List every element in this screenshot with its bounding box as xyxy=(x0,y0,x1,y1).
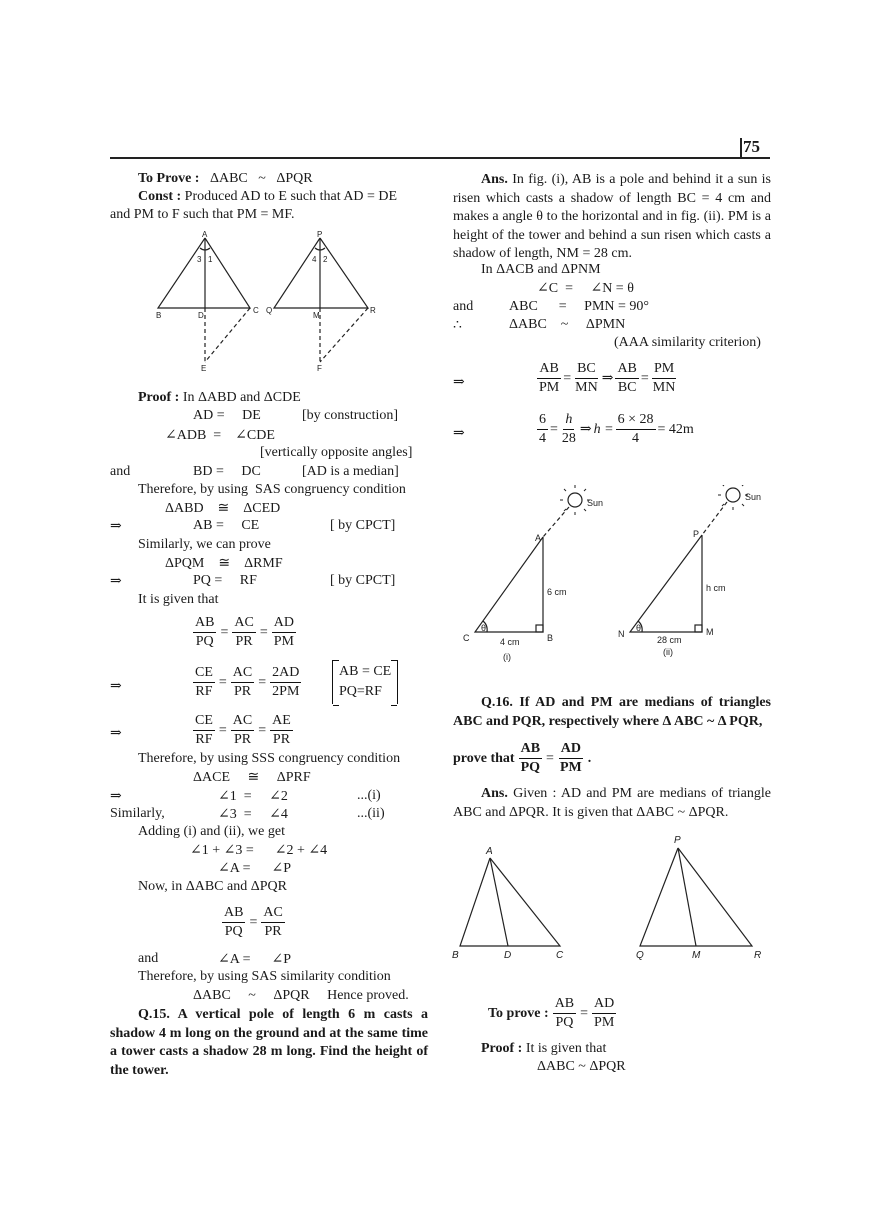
label-A-median: A xyxy=(486,846,493,857)
angle-3: 3 xyxy=(197,255,202,264)
label-A-pole: A xyxy=(535,533,542,543)
header-rule xyxy=(110,157,770,159)
to-prove-ratio: To prove : $\frac{AB}{PQ}$ = $\frac{AD}{PM}$ xyxy=(488,996,615,1030)
ans-line-2: ∠C = ∠N = θ xyxy=(537,281,634,296)
proof-line-9: ΔPQM ≅ ΔRMF xyxy=(165,556,283,571)
ratio-equation-5: $\frac{AB}{PM}$ = $\frac{BC}{MN}$ ⇒ $\frac{AB}{BC}$ = $\frac{PM}{MN}$ xyxy=(539,361,676,395)
ans-line-3-and: and xyxy=(453,299,474,314)
implies-3: ⇒ xyxy=(110,679,122,694)
page-number: 75 xyxy=(743,137,760,156)
label-P-tower: P xyxy=(693,529,700,539)
proof-intro: Proof : In ΔABD and ΔCDE xyxy=(138,390,301,405)
implies-4: ⇒ xyxy=(110,726,122,741)
shadow-length-label-2: 28 cm xyxy=(657,635,682,645)
label-R: R xyxy=(370,306,376,315)
to-prove-line: To Prove : ΔABC ~ ΔPQR xyxy=(138,171,313,186)
sun-label-1: Sun xyxy=(587,498,604,508)
construction-line-2: and PM to F such that PM = MF. xyxy=(110,207,295,222)
pole-height-label: 6 cm xyxy=(547,587,567,597)
proof-line-3: [vertically opposite angles] xyxy=(260,445,413,460)
label-C-median: C xyxy=(556,950,564,961)
proof-line-4-reason: [AD is a median] xyxy=(302,464,399,479)
proof-line-6: ΔABD ≅ ΔCED xyxy=(165,501,281,516)
proof-line-13: ΔACE ≅ ΔPRF xyxy=(193,770,311,785)
label-B-pole: B xyxy=(547,633,554,643)
proof-line-17: ∠1 + ∠3 = ∠2 + ∠4 xyxy=(190,843,328,858)
pole-tower-sun-figure xyxy=(455,485,770,665)
proof-line-2: ∠ADB = ∠CDE xyxy=(165,428,275,443)
proof-line-1: AD = DE xyxy=(193,408,261,423)
ratio-equation-1: $\frac{AB}{PQ}$ = $\frac{AC}{PR}$ = $\frac{AD}{PM}$ xyxy=(195,615,294,649)
proof-line-19: Now, in ΔABC and ΔPQR xyxy=(138,879,287,894)
label-Q: Q xyxy=(266,306,273,315)
label-M-median: M xyxy=(692,950,701,961)
implies-1: ⇒ xyxy=(110,519,122,534)
label-C: C xyxy=(253,306,259,315)
label-F: F xyxy=(317,364,322,373)
label-M: M xyxy=(313,311,320,320)
height-equation: $\frac{6}{4}$ = $\frac{h}{28}$ ⇒ h = $\frac{6 \times 28}{4}$ = 42m xyxy=(539,412,694,446)
label-B-median: B xyxy=(452,950,459,961)
proof-line-15: ∠3 = ∠4 xyxy=(218,807,288,822)
theta-label-2: θ xyxy=(636,623,642,633)
proof-line-8: Similarly, we can prove xyxy=(138,537,271,552)
proof-line-22: ΔABC ~ ΔPQR Hence proved. xyxy=(193,988,409,1003)
ans-line-3: ABC = PMN = 90° xyxy=(509,299,650,314)
therefore-symbol: ∴ xyxy=(453,318,462,333)
eq-ref-ii: ...(ii) xyxy=(357,806,385,821)
label-M-tower: M xyxy=(706,627,714,637)
ans-line-4: ΔABC ~ ΔPMN xyxy=(509,317,626,332)
label-D: D xyxy=(198,311,204,320)
shadow-length-label-1: 4 cm xyxy=(500,637,520,647)
figure-ii-label: (ii) xyxy=(663,647,673,657)
proof-16-intro: Proof : It is given that xyxy=(481,1041,607,1056)
answer-15: Ans. In fig. (i), AB is a pole and behind it a sun is risen which casts a shadow of length BC = 4 cm and makes a angle θ to the horizontal and in fig. (ii). PM is a height of the tower and behind a sun risen which casts a shadow of length, NM = 28 cm. xyxy=(453,172,772,261)
label-B: B xyxy=(156,311,162,320)
construction-line: Const : Produced AD to E such that AD = DE xyxy=(138,189,398,204)
proof-line-18: ∠A = ∠P xyxy=(218,861,291,876)
sun-label-2: Sun xyxy=(745,492,762,502)
figure-i-label: (i) xyxy=(503,652,511,662)
proof-line-15-similarly: Similarly, xyxy=(110,806,165,821)
proof-16-line: ΔABC ~ ΔPQR xyxy=(537,1059,626,1074)
question-16: Q.16. If AD and PM are medians of triangles ABC and PQR, respectively where Δ ABC ~ Δ PQR, xyxy=(453,695,771,729)
proof-line-7: AB = CE xyxy=(193,518,260,533)
median-extension-figure xyxy=(150,230,390,375)
ratio-equation-2: $\frac{CE}{RF}$ = $\frac{AC}{PR}$ = $\frac{2AD}{2PM}$ xyxy=(195,665,300,699)
proof-line-7-reason: [ by CPCT] xyxy=(330,518,396,533)
label-P-median: P xyxy=(674,835,681,846)
proof-line-4-and: and xyxy=(110,464,131,479)
implies-5: ⇒ xyxy=(110,789,122,804)
proof-line-20: ∠A = ∠P xyxy=(218,952,291,967)
proof-line-4: BD = DC xyxy=(193,464,261,479)
ratio-equation-4: $\frac{AB}{PQ}$ = $\frac{AC}{PR}$ xyxy=(224,905,283,939)
proof-line-10: PQ = RF xyxy=(193,573,257,588)
ratio-equation-3: $\frac{CE}{RF}$ = $\frac{AC}{PR}$ = $\frac{AE}{PR}$ xyxy=(195,713,291,747)
eq-ref-i: ...(i) xyxy=(357,788,381,803)
proof-line-5: Therefore, by using SAS congruency condition xyxy=(138,482,406,497)
angle-1: 1 xyxy=(208,255,213,264)
proof-line-1-reason: [by construction] xyxy=(302,408,399,423)
proof-line-20-and: and xyxy=(138,951,159,966)
tower-height-label: h cm xyxy=(706,583,726,593)
answer-16: Ans. Given : AD and PM are medians of triangle ABC and ΔPQR. It is given that ΔABC ~ ΔPQR. xyxy=(453,786,771,820)
label-Q-median: Q xyxy=(636,950,644,961)
bracket-note: AB = CE PQ=RF xyxy=(332,660,398,704)
label-A: A xyxy=(202,230,208,239)
label-P: P xyxy=(317,230,323,239)
label-R-median: R xyxy=(754,950,762,961)
page-number-bar xyxy=(740,138,742,158)
proof-line-10-reason: [ by CPCT] xyxy=(330,573,396,588)
ans-line-5: (AAA similarity criterion) xyxy=(614,335,761,350)
proof-line-16: Adding (i) and (ii), we get xyxy=(138,824,285,839)
angle-4: 4 xyxy=(312,255,317,264)
label-C-pole: C xyxy=(463,633,470,643)
implies-7: ⇒ xyxy=(453,426,465,441)
implies-2: ⇒ xyxy=(110,574,122,589)
question-16-prove: prove that $\frac{AB}{PQ}$ = $\frac{AD}{PM}$ . xyxy=(453,741,592,775)
implies-6: ⇒ xyxy=(453,375,465,390)
ans-line-1: In ΔACB and ΔPNM xyxy=(481,262,601,277)
label-E: E xyxy=(201,364,207,373)
angle-2: 2 xyxy=(323,255,328,264)
proof-line-21: Therefore, by using SAS similarity condition xyxy=(138,969,391,984)
question-15: Q.15. A vertical pole of length 6 m casts a shadow 4 m long on the ground and at the same time a tower casts a shadow 28 m long. Find the height of the tower. xyxy=(110,1007,428,1078)
proof-line-12: Therefore, by using SSS congruency condition xyxy=(138,751,401,766)
label-D-median: D xyxy=(504,950,512,961)
proof-line-11: It is given that xyxy=(138,592,219,607)
proof-line-14: ∠1 = ∠2 xyxy=(218,789,288,804)
theta-label-1: θ xyxy=(481,623,487,633)
medians-triangles-figure xyxy=(450,832,770,967)
label-N-tower: N xyxy=(618,629,625,639)
